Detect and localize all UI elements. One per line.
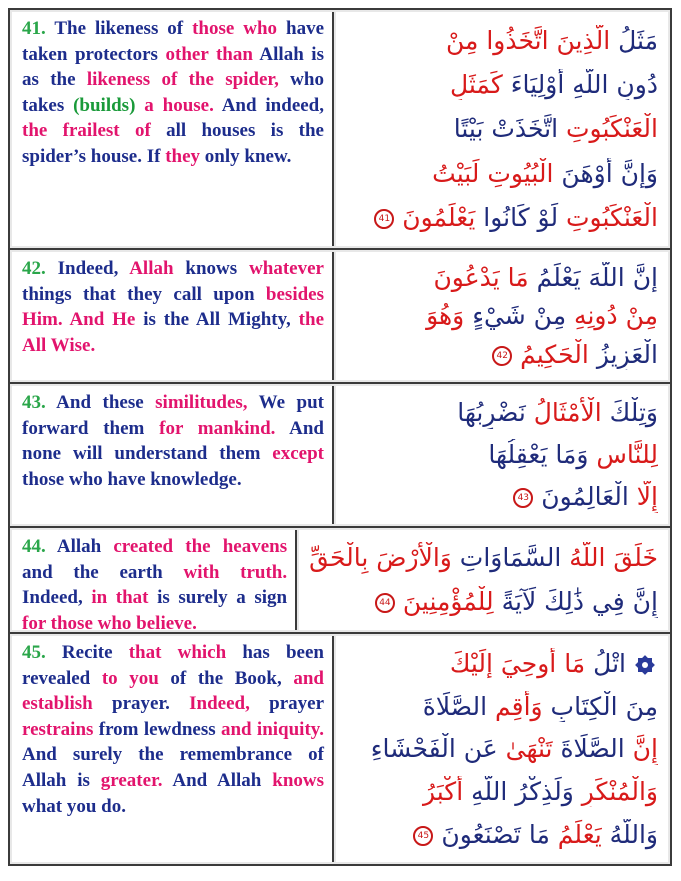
arabic-segment: إِنَّ (624, 734, 658, 764)
arabic-line (346, 300, 658, 331)
english-cell (12, 386, 334, 524)
arabic-segment: لِلْمُؤْمِنِينَ (402, 587, 494, 617)
arabic-segment: لِلنَّاسِ (588, 440, 658, 470)
english-segment: from lewdness (98, 718, 221, 740)
english-segment: and the earth (22, 561, 184, 583)
english-segment: And none will understand them (22, 417, 324, 465)
arabic-segment: مَا يَدْعُونَ (433, 262, 529, 292)
verse-row (8, 248, 672, 382)
english-segment: knows (272, 769, 324, 791)
verse-row (8, 632, 672, 866)
english-cell (12, 12, 334, 246)
arabic-segment: الْعَزِيزُ (588, 340, 658, 370)
arabic-segment: إِلَّا (628, 482, 658, 512)
english-text (22, 256, 324, 358)
english-segment: those who (192, 18, 286, 39)
english-segment: other than (165, 43, 260, 65)
english-segment: of the spider, (161, 69, 291, 91)
arabic-segment: اتْلُ (585, 648, 626, 678)
english-cell (12, 252, 334, 380)
arabic-line (309, 542, 658, 573)
arabic-line (346, 69, 658, 100)
english-segment: who takes (22, 69, 324, 116)
verse-number: 41. (22, 18, 46, 39)
ayah-end-marker: 44 (375, 593, 395, 613)
arabic-line (346, 733, 658, 764)
arabic-segment: وَإِنَّ أَوْهَنَ (553, 158, 658, 188)
english-text (22, 16, 324, 170)
english-segment: We put forward them (22, 392, 324, 439)
english-segment: the All Wise. (22, 309, 324, 356)
arabic-line (346, 776, 658, 807)
arabic-segment: الْأَمْثَالُ (525, 398, 602, 428)
verse-row (8, 8, 672, 248)
arabic-segment: خَلَقَ اللَّهُ (561, 543, 658, 573)
english-segment: of the Book, (170, 667, 294, 689)
english-segment: things that they call upon (22, 283, 266, 305)
arabic-segment: الْعَنْكَبُوتِ (558, 203, 658, 233)
english-segment: for those who believe. (22, 612, 197, 634)
english-segment: Allah is as the (22, 43, 324, 91)
arabic-line (346, 439, 658, 470)
arabic-segment: الصَّلَاةَ (552, 734, 625, 764)
english-segment: The likeness of (45, 18, 193, 39)
arabic-segment: لَآيَةً (493, 587, 537, 617)
english-segment: is the All Mighty, (143, 309, 299, 331)
english-segment: And Allah (172, 769, 273, 791)
arabic-segment: الْبُيُوتِ لَبَيْتُ (432, 158, 554, 188)
english-segment: And He (69, 309, 144, 331)
arabic-segment: وَهُوَ (426, 301, 465, 331)
arabic-segment: إِنَّ فِي ذَٰلِكَ (536, 587, 658, 617)
english-segment: created the heavens (113, 536, 288, 557)
arabic-line (309, 586, 658, 617)
english-segment: that which (128, 642, 243, 663)
english-cell (12, 636, 334, 862)
english-segment: greater. (100, 769, 173, 791)
english-segment: the frailest of (22, 120, 167, 142)
arabic-segment: مِنَ الْكِتَابِ (542, 691, 658, 721)
arabic-line (346, 397, 658, 428)
verse-number: 44. (22, 536, 46, 557)
arabic-segment: كَمَثَلِ (449, 69, 503, 99)
english-segment: they (165, 145, 205, 167)
arabic-line (346, 25, 658, 56)
arabic-line (346, 158, 658, 189)
arabic-cell (336, 252, 668, 380)
arabic-line (346, 339, 658, 370)
arabic-segment: مِنْ شَيْءٍ (464, 301, 567, 331)
arabic-cell (336, 12, 668, 246)
english-segment: (builds) (73, 94, 145, 116)
verse-number: 45. (22, 642, 46, 663)
arabic-segment: وَالْأَرْضَ بِالْحَقِّ (309, 543, 452, 573)
arabic-segment: لَوْ كَانُوا (475, 203, 559, 233)
english-segment: for mankind. (159, 417, 290, 439)
english-segment: and iniquity. (220, 718, 324, 740)
english-text (22, 640, 324, 819)
arabic-cell (336, 386, 668, 524)
english-segment: Allah (45, 536, 114, 557)
english-segment: prayer (269, 693, 325, 715)
english-segment: whatever (249, 258, 324, 279)
arabic-line (346, 113, 658, 144)
arabic-segment: وَمَا يَعْقِلُهَا (488, 440, 589, 470)
english-segment: a house. (144, 94, 222, 116)
english-segment: what you do. (22, 795, 126, 817)
arabic-segment: وَالْمُنْكَرِ (573, 777, 658, 807)
english-segment: is surely a sign (157, 587, 288, 609)
arabic-segment: وَاللَّهُ (601, 819, 658, 849)
arabic-segment: اتَّخَذَتْ بَيْتًا (453, 114, 559, 144)
english-segment: in that (91, 587, 158, 609)
arabic-cell (336, 636, 668, 862)
arabic-line (346, 691, 658, 722)
english-text (22, 390, 324, 492)
english-segment: prayer. (112, 693, 190, 715)
arabic-segment: يَعْلَمُونَ (402, 203, 476, 233)
english-segment: to you (101, 667, 171, 689)
arabic-segment: الْعَنْكَبُوتِ (558, 114, 658, 144)
english-segment: Indeed, (189, 693, 270, 715)
english-segment: Allah (129, 258, 186, 279)
arabic-segment: تَنْهَىٰ (497, 734, 553, 764)
english-segment: those who have knowledge. (22, 468, 242, 490)
arabic-segment: وَتِلْكَ (601, 398, 658, 428)
arabic-segment: الَّذِينَ اتَّخَذُوا مِنْ (445, 25, 611, 55)
verse-table (8, 8, 672, 866)
english-segment: all houses is the spider’s house. If (22, 120, 324, 167)
arabic-segment: مَثَلُ (610, 25, 658, 55)
arabic-line (346, 262, 658, 293)
english-segment: similitudes, (155, 392, 259, 413)
english-segment: with truth. (183, 561, 288, 583)
arabic-segment: الصَّلَاةَ (422, 691, 488, 721)
english-segment: and establish (22, 667, 324, 715)
english-segment: likeness (86, 69, 162, 91)
arabic-cell (299, 530, 668, 630)
arabic-segment: دُونِ اللَّهِ أَوْلِيَاءَ (502, 69, 658, 99)
ayah-end-marker: 45 (413, 826, 433, 846)
sajda-star-icon (632, 652, 658, 678)
arabic-segment: الْعَالِمُونَ (541, 482, 629, 512)
verse-row (8, 382, 672, 526)
english-segment: only knew. (204, 145, 292, 167)
arabic-segment: مِنْ دُونِهِ (566, 301, 658, 331)
arabic-line (346, 648, 658, 679)
arabic-segment: مَا تَصْنَعُونَ (441, 819, 550, 849)
english-segment: have taken protectors (22, 18, 324, 65)
english-segment: And surely the remembrance of Allah is (22, 744, 324, 791)
ayah-end-marker: 43 (513, 488, 533, 508)
english-segment: except (272, 443, 324, 465)
arabic-segment: مَا أُوحِيَ إِلَيْكَ (449, 648, 586, 678)
english-segment: restrains (22, 718, 99, 740)
arabic-segment: عَنِ الْفَحْشَاءِ (370, 734, 498, 764)
english-segment: Indeed, (22, 587, 92, 609)
arabic-segment: نَضْرِبُهَا (457, 398, 526, 428)
english-segment: Indeed, (45, 258, 130, 279)
english-cell (12, 530, 297, 634)
verse-number: 43. (22, 392, 46, 413)
arabic-segment: وَلَذِكْرُ اللَّهِ (463, 777, 574, 807)
english-text (22, 534, 287, 636)
verse-number: 42. (22, 258, 46, 279)
arabic-line (346, 202, 658, 233)
arabic-segment: يَعْلَمُ (549, 819, 602, 849)
english-segment: has been revealed (22, 642, 324, 689)
english-segment: Recite (45, 642, 129, 663)
arabic-segment: الْحَكِيمُ (520, 340, 589, 370)
english-segment: besides Him. (22, 283, 324, 331)
english-segment: And indeed, (221, 94, 325, 116)
arabic-segment: السَّمَاوَاتِ (451, 543, 562, 573)
arabic-line (346, 481, 658, 512)
arabic-segment: وَأَقِمِ (487, 691, 543, 721)
verse-row (8, 526, 672, 632)
english-segment: And these (45, 392, 156, 413)
english-segment: knows (185, 258, 250, 279)
ayah-end-marker: 42 (492, 346, 512, 366)
arabic-segment: أَكْبَرُ (422, 777, 464, 807)
ayah-end-marker: 41 (374, 209, 394, 229)
arabic-line (346, 819, 658, 850)
arabic-segment: إِنَّ اللَّهَ يَعْلَمُ (528, 262, 658, 292)
